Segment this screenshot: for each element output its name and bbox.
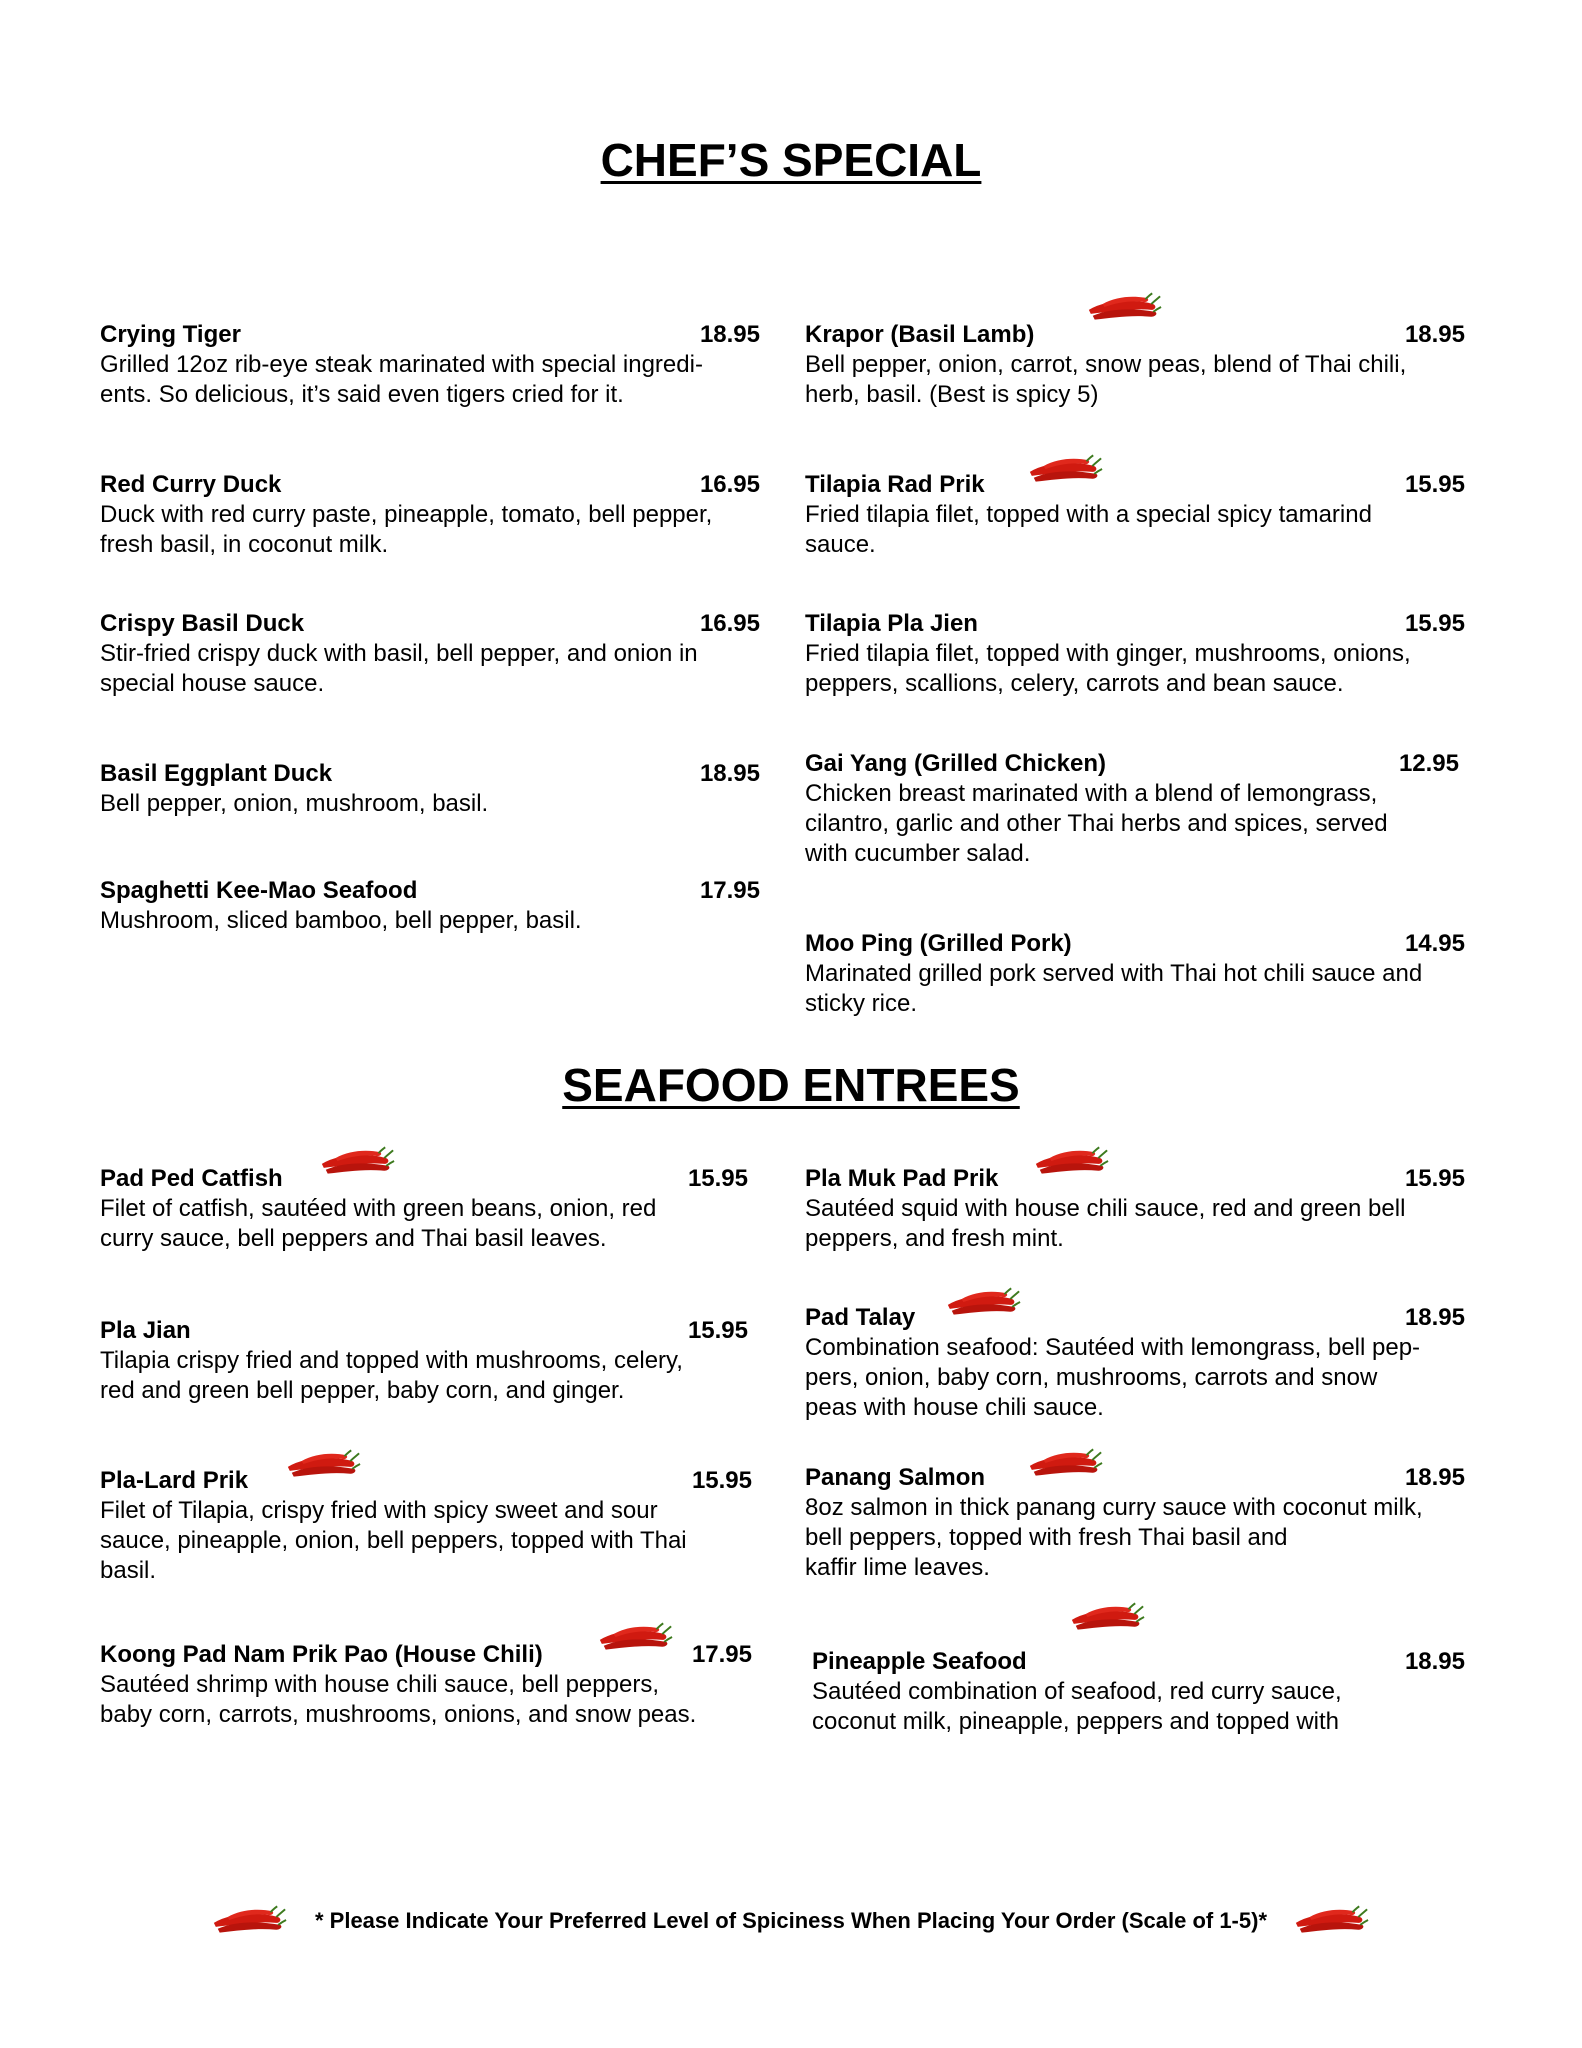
menu-item: [100, 609, 760, 699]
item-description: Duck with red curry paste, pineapple, tomato, bell pepper, fresh basil, in coconut milk.: [100, 501, 713, 558]
chili-pepper-icon: [594, 1620, 674, 1654]
item-name: Pla Jian: [100, 1317, 191, 1344]
chili-pepper-icon: [1083, 290, 1163, 324]
item-name: Panang Salmon: [805, 1464, 986, 1491]
item-price: 18.95: [699, 321, 760, 348]
spiciness-note-text: * Please Indicate Your Preferred Level of Spiciness When Placing Your Order (Scale of 1-5)*: [314, 1908, 1268, 1933]
item-description: Chicken breast marinated with a blend of lemongrass, cilantro, garlic and other Thai herbs and spices, served with cucumber salad.: [805, 780, 1388, 867]
item-description: Grilled 12oz rib-eye steak marinated with special ingredi- ents. So delicious, it’s said even tigers cried for it.: [100, 351, 703, 408]
item-price: 15.95: [1404, 471, 1465, 498]
item-name: Tilapia Rad Prik: [805, 471, 985, 498]
menu-item: [805, 1303, 1475, 1423]
item-price: 14.95: [1404, 930, 1465, 957]
menu-item: [805, 749, 1459, 869]
chili-pepper-icon: [1024, 1446, 1104, 1480]
menu-item: [100, 1466, 752, 1586]
item-price: 18.95: [1404, 1648, 1465, 1675]
menu-item: [100, 759, 760, 819]
menu-item: [812, 1647, 1465, 1737]
seafood-entrees-heading: [0, 1058, 1582, 1112]
item-price: 18.95: [1404, 1304, 1465, 1331]
item-name: Tilapia Pla Jien: [805, 610, 978, 637]
menu-item: [100, 1316, 748, 1406]
item-description: Filet of catfish, sautéed with green beans, onion, red curry sauce, bell peppers and Thai basil leaves.: [100, 1195, 657, 1252]
menu-item: [805, 929, 1465, 1019]
item-name: Crying Tiger: [100, 321, 241, 348]
item-name: Gai Yang (Grilled Chicken): [805, 750, 1106, 777]
menu-item: [100, 470, 760, 560]
chili-pepper-icon: [208, 1903, 288, 1937]
item-description: Fried tilapia filet, topped with a special spicy tamarind sauce.: [805, 501, 1372, 558]
item-name: Spaghetti Kee-Mao Seafood: [100, 877, 418, 904]
chili-pepper-icon: [1290, 1903, 1370, 1937]
item-description: Bell pepper, onion, carrot, snow peas, blend of Thai chili, herb, basil. (Best is spicy 5): [805, 351, 1407, 408]
item-name: Krapor (Basil Lamb): [805, 321, 1035, 348]
item-description: Filet of Tilapia, crispy fried with spicy sweet and sour sauce, pineapple, onion, bell peppers, topped with Thai basil.: [100, 1497, 687, 1584]
item-price: 17.95: [691, 1641, 752, 1668]
item-name: Pad Ped Catfish: [100, 1165, 283, 1192]
item-name: Koong Pad Nam Prik Pao (House Chili): [100, 1641, 543, 1668]
item-price: 18.95: [699, 760, 760, 787]
seafood-entrees-title: SEAFOOD ENTREES: [562, 1059, 1020, 1111]
item-name: Pad Talay: [805, 1304, 916, 1331]
item-description: Sautéed squid with house chili sauce, red and green bell peppers, and fresh mint.: [805, 1195, 1406, 1252]
menu-item: [805, 609, 1465, 699]
item-description: Fried tilapia filet, topped with ginger, mushrooms, onions, peppers, scallions, celery, carrots and bean sauce.: [805, 640, 1411, 697]
chefs-special-heading: [0, 133, 1582, 187]
item-description: Tilapia crispy fried and topped with mushrooms, celery, red and green bell pepper, baby corn, and ginger.: [100, 1347, 683, 1404]
item-price: 12.95: [1398, 750, 1459, 777]
item-description: Sautéed combination of seafood, red curry sauce, coconut milk, pineapple, peppers and topped with: [812, 1678, 1342, 1735]
item-description: Mushroom, sliced bamboo, bell pepper, basil.: [100, 907, 582, 934]
menu-item: [805, 470, 1465, 560]
menu-item: [100, 876, 760, 936]
item-price: 18.95: [1404, 1464, 1465, 1491]
item-description: Combination seafood: Sautéed with lemongrass, bell pep- pers, onion, baby corn, mushrooms, carrots and snow peas with house chili sauce.: [805, 1334, 1421, 1421]
item-price: 15.95: [1404, 1165, 1465, 1192]
chili-pepper-icon: [316, 1144, 396, 1178]
item-description: Bell pepper, onion, mushroom, basil.: [100, 790, 489, 817]
item-description: Sautéed shrimp with house chili sauce, bell peppers, baby corn, carrots, mushrooms, onions, and snow peas.: [100, 1671, 697, 1728]
item-price: 15.95: [691, 1467, 752, 1494]
item-price: 15.95: [687, 1165, 748, 1192]
item-description: Marinated grilled pork served with Thai hot chili sauce and sticky rice.: [805, 960, 1423, 1017]
item-name: Crispy Basil Duck: [100, 610, 305, 637]
menu-item: [805, 320, 1465, 410]
menu-item: [100, 320, 760, 410]
item-description: 8oz salmon in thick panang curry sauce with coconut milk, bell peppers, topped with fresh Thai basil and kaffir lime leaves.: [805, 1494, 1423, 1581]
menu-item: [805, 1463, 1475, 1583]
item-name: Pla-Lard Prik: [100, 1467, 249, 1494]
item-price: 16.95: [699, 610, 760, 637]
chili-pepper-icon: [282, 1447, 362, 1481]
item-name: Red Curry Duck: [100, 471, 282, 498]
item-name: Basil Eggplant Duck: [100, 760, 333, 787]
item-name: Pineapple Seafood: [812, 1648, 1027, 1675]
spiciness-note: [0, 1903, 1582, 1939]
menu-item: [805, 1164, 1465, 1254]
item-price: 18.95: [1404, 321, 1465, 348]
menu-item: [100, 1164, 748, 1254]
chili-pepper-icon: [1066, 1600, 1146, 1634]
item-description: Stir-fried crispy duck with basil, bell pepper, and onion in special house sauce.: [100, 640, 698, 697]
item-name: Pla Muk Pad Prik: [805, 1165, 999, 1192]
chili-pepper-icon: [1024, 452, 1104, 486]
chili-pepper-icon: [942, 1285, 1022, 1319]
item-name: Moo Ping (Grilled Pork): [805, 930, 1072, 957]
item-price: 15.95: [1404, 610, 1465, 637]
item-price: 17.95: [699, 877, 760, 904]
item-price: 15.95: [687, 1317, 748, 1344]
chili-pepper-icon: [1030, 1144, 1110, 1178]
chefs-special-title: CHEF’S SPECIAL: [600, 134, 982, 186]
item-price: 16.95: [699, 471, 760, 498]
